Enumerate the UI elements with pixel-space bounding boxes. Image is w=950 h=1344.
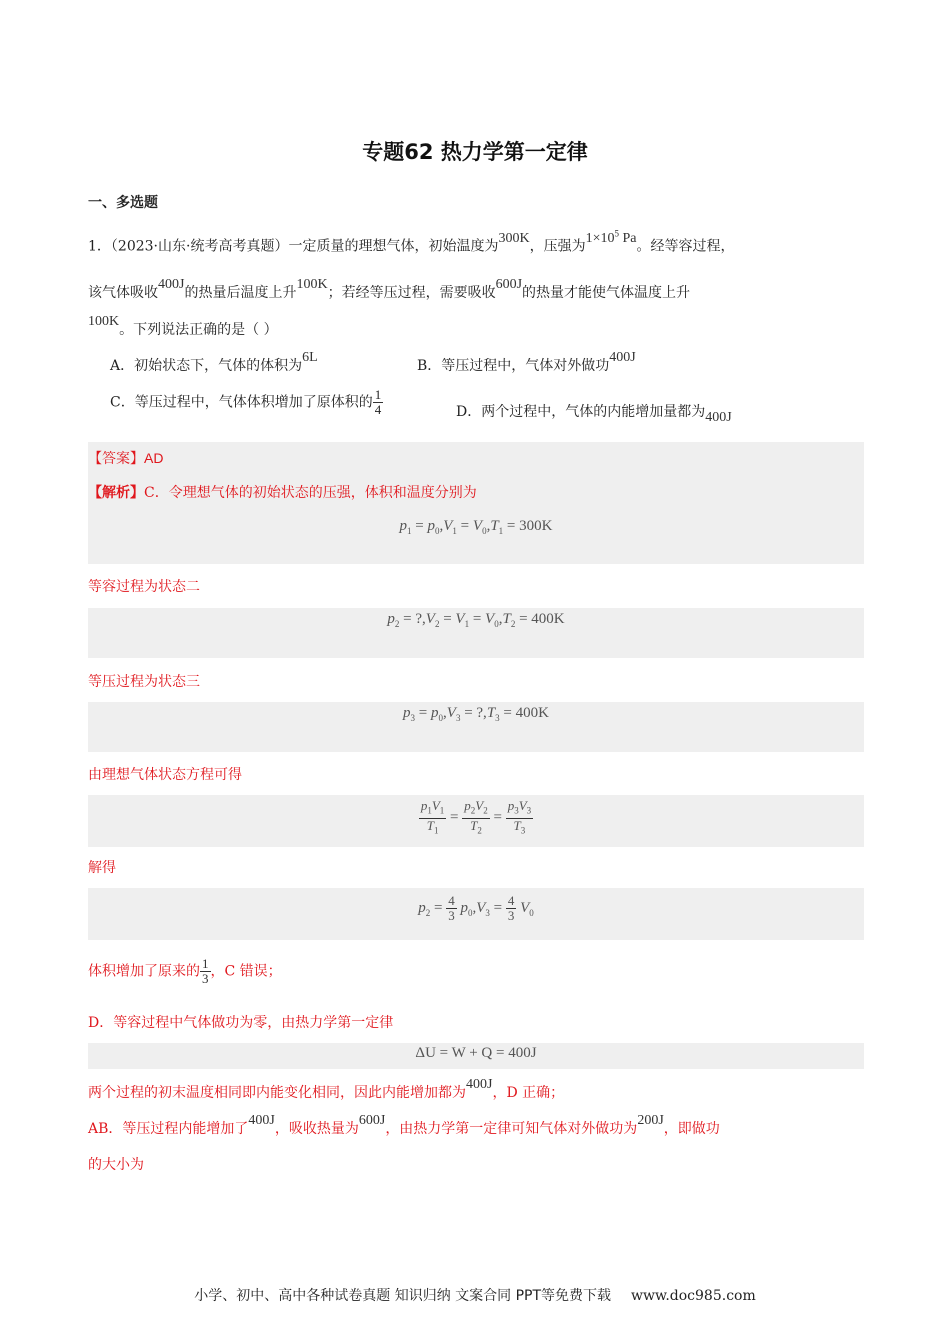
question-line-1: 1．（2023·山东·统考高考真题）一定质量的理想气体，初始温度为300K，压强为$1\times 10^5$ Pa。经等容过程， — [88, 228, 735, 255]
answer-value: AD — [144, 450, 164, 466]
equation-box-first-law — [88, 1043, 864, 1069]
fraction-one-quarter: $\frac{1}{4}$ — [374, 387, 382, 417]
initial-temperature: 300K — [498, 230, 530, 246]
option-d: D．两个过程中，气体的内能增加量都为400J — [456, 404, 732, 425]
equation-state-2: $p_2$ = $?,V_2 = V_1 = V_0,T_2 = 400K$ — [387, 611, 565, 629]
question-number: 1． — [88, 238, 111, 255]
equation-box-result — [88, 888, 864, 940]
equation-box-state-2 — [88, 608, 864, 658]
footer-url[interactable]: www.doc985.com — [631, 1288, 756, 1304]
option-ab-analysis-line-2: 的大小为 — [88, 1157, 144, 1173]
option-d-analysis: D．等容过程中气体做功为零，由热力学第一定律 — [88, 1015, 394, 1031]
footer-text: 小学、初中、高中各种试卷真题 知识归纳 文案合同 PPT等免费下载 — [194, 1288, 612, 1304]
fraction-one-third: $\frac{1}{3}$ — [202, 956, 209, 986]
option-ab-analysis: AB．等压过程内能增加了400J，吸收热量为600J，由热力学第一定律可知气体对外做功为200J，即做功 — [88, 1113, 720, 1137]
question-line-3: 100K。下列说法正确的是（ ） — [88, 314, 278, 338]
equation-result: $p_2$ = $\frac{4}{3}$ $p_0,V_3$ = $\frac{4}{3}$ $V_0$ — [418, 893, 534, 923]
section-heading: 一、多选题 — [88, 195, 158, 211]
option-a: A．初始状态下，气体的体积为6L — [110, 350, 318, 374]
eos-label: 由理想气体状态方程可得 — [88, 767, 242, 783]
equation-state-3: $p_3 = p_0,V_3$ = $?,T_3 = 400K$ — [403, 705, 549, 723]
same-temperature-line: 两个过程的初末温度相同即内能变化相同，因此内能增加都为400J，D 正确； — [88, 1077, 565, 1101]
option-b: B．等压过程中，气体对外做功400J — [417, 350, 636, 374]
equation-state-1: $p_1 = p_0,V_1 = V_0,T_1 = 300K$ — [399, 518, 553, 536]
equation-first-law: ΔU = W + Q = 400J — [415, 1045, 537, 1061]
state-2-label: 等容过程为状态二 — [88, 579, 200, 595]
footer — [0, 1285, 950, 1305]
option-c: C．等压过程中，气体体积增加了原体积的 $\frac{1}{4}$ — [110, 387, 382, 417]
equation-eos: $\frac{p_1V_1}{T_1}$ = $\frac{p_2V_2}{T_2}$ = $\frac{p_3V_3}{T_3}$ — [420, 798, 532, 836]
page-title: 专题62 热力学第一定律 — [362, 140, 588, 164]
equation-box-state-3 — [88, 702, 864, 752]
initial-pressure: $1\times 10^5$ Pa — [585, 228, 637, 246]
solve-label: 解得 — [88, 860, 116, 876]
equation-box-eos — [88, 795, 864, 847]
volume-increase-line: 体积增加了原来的 $\frac{1}{3}$ ，C 错误； — [88, 956, 282, 986]
state-3-label: 等压过程为状态三 — [88, 674, 200, 690]
analysis-intro: 【解析】C．令理想气体的初始状态的压强，体积和温度分别为 — [88, 485, 477, 501]
answer-box — [88, 442, 864, 564]
answer-line: 【答案】AD — [88, 450, 164, 467]
question-line-2: 该气体吸收400J的热量后温度上升100K；若经等压过程，需要吸收600J的热量才能使气体温度上升 — [88, 277, 691, 301]
